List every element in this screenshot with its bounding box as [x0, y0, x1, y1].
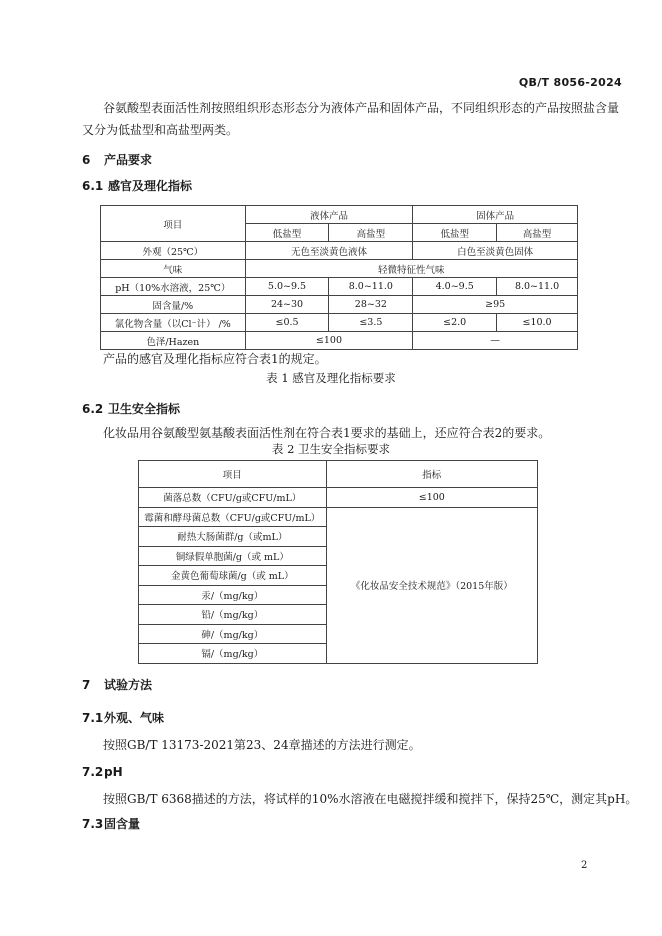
- header-liquid: 液体产品: [245, 206, 413, 224]
- page-number: 2: [581, 860, 588, 871]
- cell: 8.0~11.0: [329, 278, 413, 296]
- row-label: 气味: [101, 260, 246, 278]
- section-title: 外观、气味: [104, 711, 165, 725]
- section-number: 7.1: [82, 711, 104, 725]
- section-7-3-heading: [82, 815, 140, 832]
- intro-paragraph-line1: 谷氨酸型表面活性剂按照组织形态形态分为液体产品和固体产品，不同组织形态的产品按照盐含量: [103, 101, 620, 115]
- section-title: 感官及理化指标: [108, 179, 193, 193]
- header-high-salt: 高盐型: [497, 224, 578, 242]
- cell: 5.0~9.5: [245, 278, 329, 296]
- section-6-2-heading: [82, 400, 180, 417]
- row-label: 砷/（mg/kg）: [139, 624, 327, 644]
- section-6-1-heading: [82, 177, 192, 194]
- table-1-caption: 表 1 感官及理化指标要求: [266, 371, 396, 385]
- cell: ≥95: [413, 296, 578, 314]
- table-row: [139, 488, 538, 508]
- cell: 4.0~9.5: [413, 278, 497, 296]
- section-number: 7: [82, 678, 91, 692]
- section-6-2-paragraph: 化妆品用谷氨酸型氨基酸表面活性剂在符合表1要求的基础上，还应符合表2的要求。: [103, 426, 551, 440]
- section-7-heading: [82, 676, 152, 693]
- merged-indicator-cell: 《化妆品安全技术规范》（2015年版）: [326, 507, 537, 663]
- table-row: [101, 314, 578, 332]
- cell: ≤2.0: [413, 314, 497, 332]
- row-label: 固含量/%: [101, 296, 246, 314]
- header-indicator: 指标: [326, 461, 537, 488]
- row-label: 铜绿假单胞菌/g（或 mL）: [139, 546, 327, 566]
- table-header-row: [139, 461, 538, 488]
- section-title: pH: [104, 765, 123, 779]
- section-number: 6.2: [82, 402, 104, 416]
- section-7-1-paragraph: 按照GB/T 13173-2021第23、24章描述的方法进行测定。: [103, 738, 421, 752]
- section-7-2-heading: [82, 765, 123, 779]
- table-2: [138, 460, 538, 664]
- cell: ≤100: [326, 488, 537, 508]
- section-title: 试验方法: [104, 678, 153, 692]
- table-2-caption: 表 2 卫生安全指标要求: [271, 442, 391, 456]
- standard-number: QB/T 8056-2024: [518, 76, 622, 89]
- table-header-row: [101, 206, 578, 224]
- header-item: 项目: [139, 461, 327, 488]
- section-7-2-paragraph: 按照GB/T 6368描述的方法，将试样的10%水溶液在电磁搅拌缓和搅拌下，保持25℃，测定其pH。: [103, 792, 638, 806]
- section-number: 6: [82, 153, 91, 167]
- section-number: 7.2: [82, 765, 104, 779]
- table-1: [100, 205, 578, 350]
- header-low-salt: 低盐型: [245, 224, 329, 242]
- table-row: [101, 260, 578, 278]
- header-solid: 固体产品: [413, 206, 578, 224]
- cell: 8.0~11.0: [497, 278, 578, 296]
- section-number: 6.1: [82, 179, 104, 193]
- row-label: pH（10%水溶液，25℃）: [101, 278, 246, 296]
- row-label: 镉/（mg/kg）: [139, 644, 327, 664]
- cell: ≤0.5: [245, 314, 329, 332]
- section-number: 7.3: [82, 817, 104, 831]
- row-label: 金黄色葡萄球菌/g（或 mL）: [139, 566, 327, 586]
- intro-paragraph-line2: 又分为低盐型和高盐型两类。: [82, 123, 239, 137]
- table-row: [139, 507, 538, 527]
- section-title: 固含量: [104, 817, 141, 831]
- cell: ≤3.5: [329, 314, 413, 332]
- cell: —: [413, 332, 578, 350]
- section-6-heading: [82, 151, 152, 168]
- section-title: 产品要求: [104, 153, 153, 167]
- cell: 轻微特征性气味: [245, 260, 577, 278]
- cell: ≤100: [245, 332, 413, 350]
- cell: 白色至淡黄色固体: [413, 242, 578, 260]
- cell: ≤10.0: [497, 314, 578, 332]
- row-label: 氯化物含量（以Cl⁻计） /%: [101, 314, 246, 332]
- table-row: [101, 278, 578, 296]
- header-low-salt: 低盐型: [413, 224, 497, 242]
- row-label: 色泽/Hazen: [101, 332, 246, 350]
- section-title: 卫生安全指标: [108, 402, 181, 416]
- row-label: 外观（25℃）: [101, 242, 246, 260]
- header-item: 项目: [101, 206, 246, 242]
- header-high-salt: 高盐型: [329, 224, 413, 242]
- table-1-note: 产品的感官及理化指标应符合表1的规定。: [103, 352, 327, 366]
- section-7-1-heading: [82, 709, 164, 726]
- cell: 24~30: [245, 296, 329, 314]
- cell: 28~32: [329, 296, 413, 314]
- table-row: [101, 242, 578, 260]
- table-row: [101, 296, 578, 314]
- table-row: [101, 332, 578, 350]
- row-label: 汞/（mg/kg）: [139, 585, 327, 605]
- row-label: 菌落总数（CFU/g或CFU/mL）: [139, 488, 327, 508]
- row-label: 霉菌和酵母菌总数（CFU/g或CFU/mL）: [139, 507, 327, 527]
- row-label: 铅/（mg/kg）: [139, 605, 327, 625]
- row-label: 耐热大肠菌群/g（或mL）: [139, 527, 327, 547]
- cell: 无色至淡黄色液体: [245, 242, 413, 260]
